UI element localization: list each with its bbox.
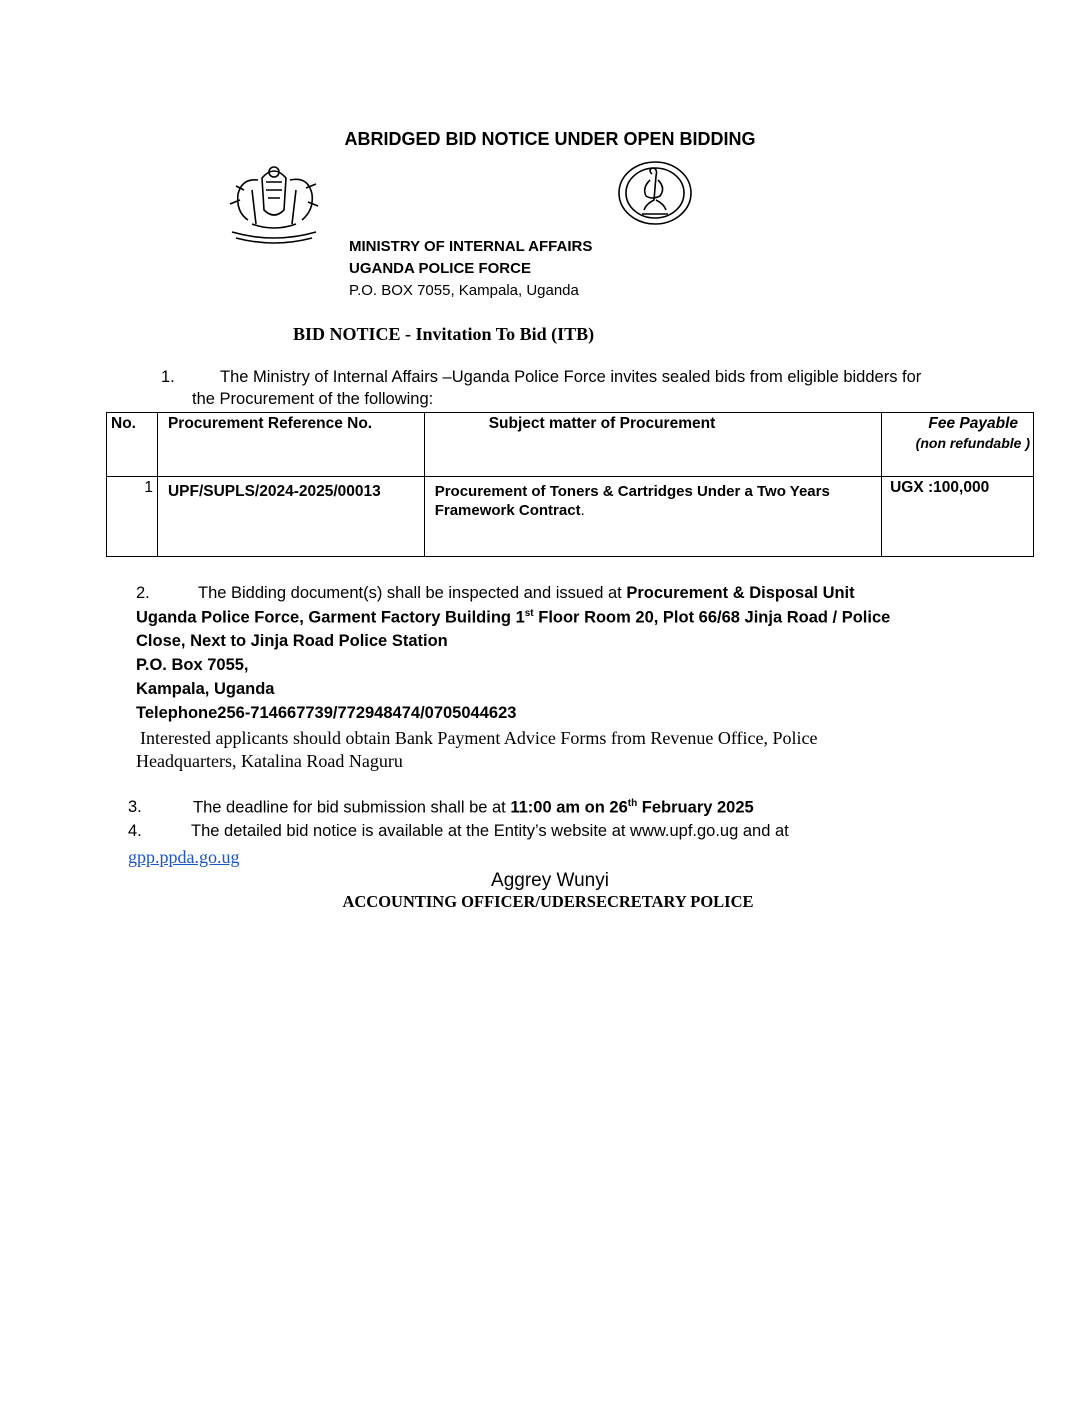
para1-number: 1. — [161, 368, 175, 386]
coat-of-arms-icon — [222, 160, 326, 248]
para2-unit: Procurement & Disposal Unit — [626, 584, 855, 602]
para2-line2 — [136, 608, 890, 628]
header-fee-label: Fee Payable — [928, 415, 1018, 432]
row-fee: UGX :100,000 — [882, 477, 1034, 557]
para2-line1 — [198, 584, 855, 603]
para2-pobox: P.O. Box 7055, — [136, 656, 249, 674]
signatory-name: Aggrey Wunyi — [491, 870, 609, 891]
para2-number: 2. — [136, 584, 150, 602]
row-no: 1 — [107, 477, 158, 557]
para4-number: 4. — [128, 822, 142, 840]
force-name: UGANDA POLICE FORCE — [349, 260, 531, 277]
postal-address: P.O. BOX 7055, Kampala, Uganda — [349, 282, 579, 299]
header-fee — [882, 413, 1034, 477]
header-fee-note: (non refundable ) — [915, 435, 1030, 451]
para4-text: The detailed bid notice is available at the Entity’s website at www.upf.go.ug and at — [191, 822, 789, 840]
para2-note1: Interested applicants should obtain Bank Payment Advice Forms from Revenue Office, Police — [140, 728, 818, 748]
table-header-row — [107, 413, 1034, 477]
header-ref: Procurement Reference No. — [157, 413, 424, 477]
para3-number: 3. — [128, 798, 142, 816]
table-row — [107, 477, 1034, 557]
para3-line — [193, 798, 754, 818]
para2-line2a: Uganda Police Force, Garment Factory Building 1 — [136, 608, 525, 627]
procurement-table — [106, 412, 1034, 557]
row-ref: UPF/SUPLS/2024-2025/00013 — [157, 477, 424, 557]
signatory-title: ACCOUNTING OFFICER/UDERSECRETARY POLICE — [342, 892, 754, 911]
notice-title: ABRIDGED BID NOTICE UNDER OPEN BIDDING — [344, 129, 756, 149]
para2-line2-sup: st — [524, 608, 534, 619]
ministry-name: MINISTRY OF INTERNAL AFFAIRS — [349, 238, 593, 255]
header-subject: Subject matter of Procurement — [424, 413, 881, 477]
para2-intro: The Bidding document(s) shall be inspected and issued at — [198, 584, 627, 602]
para1-line2: the Procurement of the following: — [192, 390, 434, 408]
para3-deadline-a: 11:00 am on 26 — [510, 798, 628, 817]
police-seal-icon — [616, 160, 694, 226]
ppda-link[interactable]: gpp.ppda.go.ug — [128, 847, 240, 867]
row-subject-line1: Procurement of Toners & Cartridges Under a Two Years — [434, 483, 830, 500]
para2-telephone: Telephone256-714667739/772948474/0705044623 — [136, 704, 517, 722]
para2-city: Kampala, Uganda — [136, 680, 275, 698]
para2-note2: Headquarters, Katalina Road Naguru — [136, 751, 403, 771]
para2-line3: Close, Next to Jinja Road Police Station — [136, 632, 448, 650]
para1-line1: The Ministry of Internal Affairs –Uganda Police Force invites sealed bids from eligible bidders for — [220, 368, 922, 386]
row-subject — [424, 477, 881, 557]
para2-line2b: Floor Room 20, Plot 66/68 Jinja Road / Police — [533, 608, 891, 627]
para3-deadline-sup: th — [627, 798, 638, 809]
para3-deadline-b: February 2025 — [637, 798, 754, 817]
para3-text: The deadline for bid submission shall be at — [193, 798, 511, 817]
header-no: No. — [107, 413, 158, 477]
itb-heading: BID NOTICE - Invitation To Bid (ITB) — [293, 324, 595, 344]
row-subject-end: . — [580, 502, 585, 519]
row-subject-line2: Framework Contract — [434, 502, 581, 519]
